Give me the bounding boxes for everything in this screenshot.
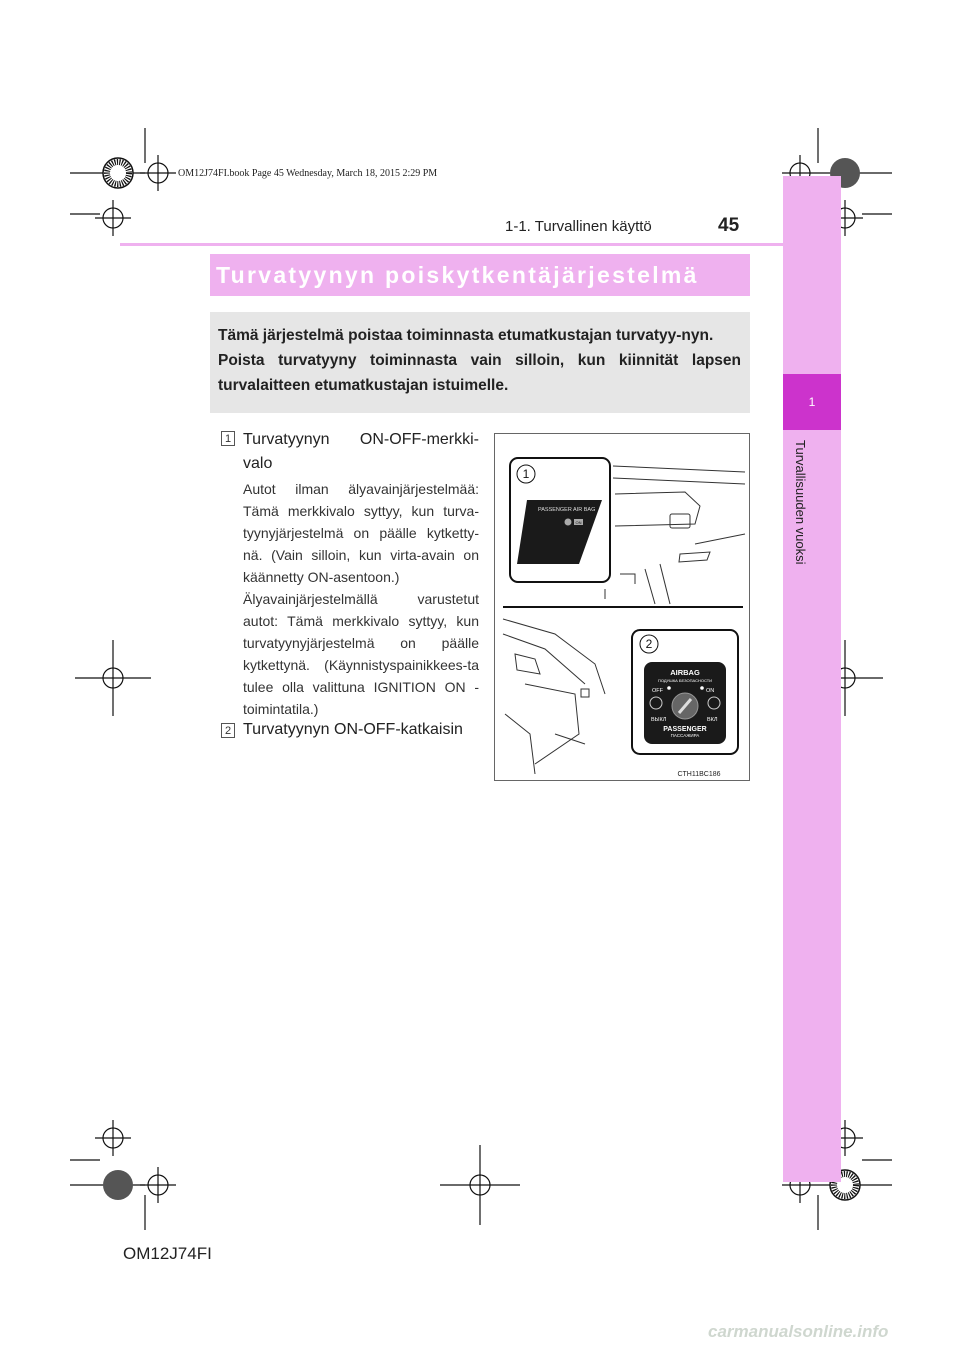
header-rule bbox=[120, 243, 783, 246]
section-title-bar bbox=[210, 254, 750, 296]
switch-on-ru: ВКЛ bbox=[707, 717, 718, 723]
figure-code: CTH11BC186 bbox=[677, 771, 721, 778]
book-info: OM12J74FI.book Page 45 Wednesday, March 18, 2015 2:29 PM bbox=[178, 168, 438, 179]
switch-passenger-ru: ПАССАЖИРА bbox=[670, 733, 700, 738]
dashboard-illustration bbox=[495, 434, 750, 781]
switch-off-ru: ВЫКЛ bbox=[651, 717, 667, 723]
item-1-paragraph-2: Älyavainjärjestelmällä varustetut autot: Tämä merkkivalo syttyy, kun turvatyynyjärjestelmä on päälle kytkettynä. (Käynnistyspainikkees-ta tulee olla valittuna IGNITION ON -toimintatila.) bbox=[243, 591, 479, 717]
intro-line-2: Poista turvatyyny toiminnasta vain silloin, kun kiinnität lapsen turvalaitteen etumatkustajan istuimelle. bbox=[218, 352, 741, 394]
switch-airbag: AIRBAG bbox=[670, 668, 700, 677]
switch-passenger: PASSENGER bbox=[663, 726, 707, 733]
chapter-title: Turvallisuuden vuoksi bbox=[793, 440, 808, 565]
item-title-1: Turvatyynyn ON-OFF-merkki-valo bbox=[243, 431, 479, 472]
header-section: 1-1. Turvallinen käyttö bbox=[505, 218, 652, 235]
item-title-2: Turvatyynyn ON-OFF-katkaisin bbox=[243, 721, 463, 738]
footer-code: OM12J74FI bbox=[123, 1244, 212, 1263]
callout-1: 1 bbox=[522, 467, 530, 481]
page-title: Turvatyynyn poiskytkentäjärjestelmä bbox=[216, 261, 699, 288]
indicator-label: PASSENGER AIR BAG bbox=[538, 507, 596, 513]
switch-off: OFF bbox=[652, 688, 663, 694]
footer-watermark: carmanualsonline.info bbox=[708, 1322, 889, 1341]
callout-2: 2 bbox=[645, 637, 653, 651]
chapter-side-strip bbox=[783, 176, 841, 1182]
item-1-paragraph-1: Autot ilman älyavainjärjestelmää: Tämä merkkivalo syttyy, kun turva-tyynyjärjestelmä on päälle kytketty-nä. (Vain silloin, kun virta-avain on käännetty ON-asentoon.) bbox=[243, 481, 479, 585]
switch-on: ON bbox=[706, 688, 715, 694]
indicator-on: ON bbox=[575, 520, 582, 525]
item-number-1: 1 bbox=[221, 431, 235, 446]
intro-line-1: Tämä järjestelmä poistaa toiminnasta etumatkustajan turvatyy-nyn. bbox=[218, 327, 714, 344]
intro-box bbox=[210, 312, 750, 413]
airbag-figure bbox=[494, 433, 750, 781]
chapter-number-tab: 1 bbox=[783, 374, 841, 430]
switch-airbag-ru: ПОДУШКА БЕЗОПАСНОСТИ bbox=[657, 678, 713, 683]
page-number: 45 bbox=[718, 215, 740, 236]
item-number-2: 2 bbox=[221, 723, 235, 738]
